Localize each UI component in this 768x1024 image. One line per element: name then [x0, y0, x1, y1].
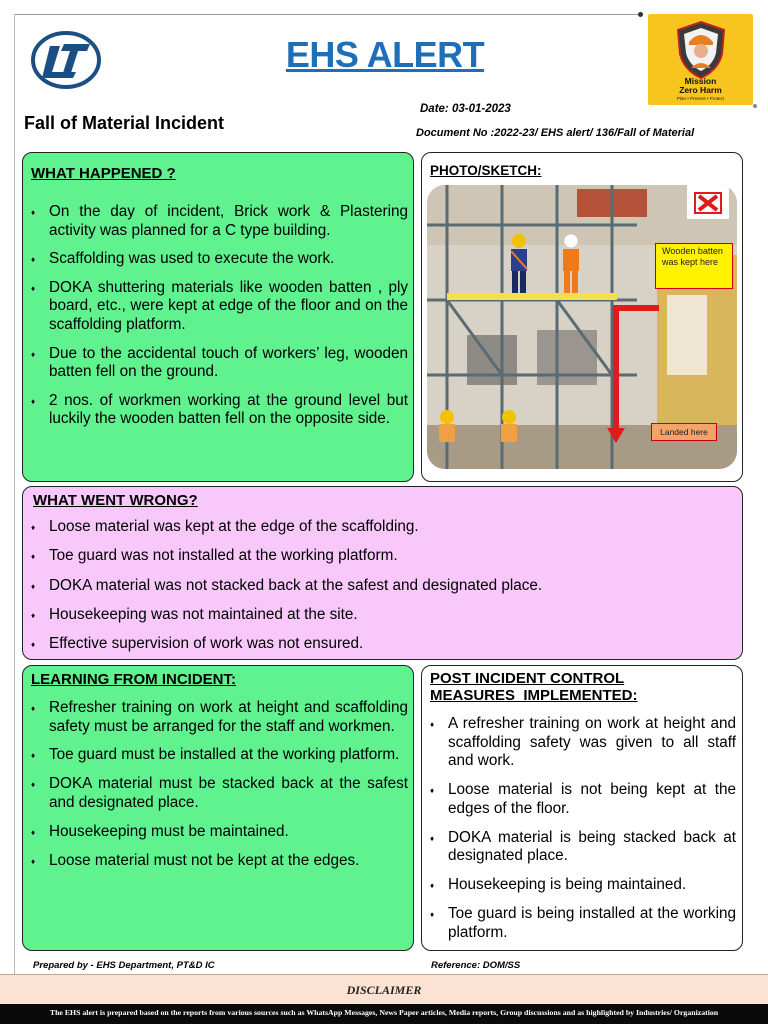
what-happened-panel [22, 152, 414, 482]
incident-photo [427, 185, 737, 469]
control-measures-panel [421, 665, 743, 951]
list-item: ♦ Toe guard was not installed at the working platform. [27, 547, 727, 566]
learning-list [27, 699, 408, 881]
callout-batten-kept [655, 243, 733, 289]
list-item: ♦ Refresher training on work at height and scaffolding safety must be arranged for the staff and workmen. [27, 699, 408, 736]
frame-dot [638, 12, 643, 17]
learning-heading: LEARNING FROM INCIDENT: [31, 671, 236, 688]
page-title: EHS ALERT [285, 34, 485, 75]
mission-zero-harm-badge [648, 14, 753, 105]
what-happened-heading: WHAT HAPPENED ? [31, 165, 176, 182]
frame-dot [753, 104, 757, 108]
callout-landed-here [651, 423, 717, 441]
photo-sketch-heading: PHOTO/SKETCH: [430, 163, 542, 178]
list-item: ♦ Loose material is not being kept at the edges of the floor. [426, 781, 736, 818]
list-item: ♦ On the day of incident, Brick work & Plastering activity was planned for a C type building. [27, 203, 408, 240]
prepared-by: Prepared by - EHS Department, PT&D IC [33, 960, 215, 971]
document-date: Date: 03-01-2023 [420, 103, 511, 115]
what-went-wrong-panel [22, 486, 743, 660]
callout-batten-kept-text: Wooden batten was kept here [662, 246, 723, 267]
list-item: ♦ Toe guard must be installed at the working platform. [27, 746, 408, 765]
control-measures-list [426, 715, 736, 951]
list-item: ♦ Scaffolding was used to execute the work. [27, 250, 408, 269]
control-heading-line-1: POST INCIDENT CONTROL [430, 670, 625, 687]
badge-tagline: Plan • Prevent • Protect [677, 96, 724, 101]
page-frame-top [14, 14, 640, 15]
list-item: ♦ 2 nos. of workmen working at the ground level but luckily the wooden batten fell on the opposite side. [27, 392, 408, 429]
badge-line-2: Zero Harm [679, 85, 722, 95]
disclaimer-label: DISCLAIMER [346, 983, 422, 997]
list-item: ♦ DOKA material was not stacked back at the safest and designated place. [27, 577, 727, 596]
control-heading-line-2: MEASURES IMPLEMENTED: [430, 687, 638, 704]
document-number: Document No :2022-23/ EHS alert/ 136/Fall of Material [416, 127, 695, 139]
footer-bar [0, 1004, 768, 1024]
list-item: ♦ DOKA material is being stacked back at designated place. [426, 829, 736, 866]
what-went-wrong-heading: WHAT WENT WRONG? [33, 492, 198, 509]
photo-sketch-panel [421, 152, 743, 482]
list-item: ♦ Housekeeping must be maintained. [27, 823, 408, 842]
list-item: ♦ A refresher training on work at height and scaffolding safety was given to all staff and work. [426, 715, 736, 771]
list-item: ♦ Loose material was kept at the edge of the scaffolding. [27, 518, 727, 537]
disclaimer-text: The EHS alert is prepared based on the reports from various sources such as WhatsApp Messages, News Paper articles, Media reports, Group discussions and as highlighted by Industries/ Organization [49, 1008, 719, 1017]
incident-title: Fall of Material Incident [24, 113, 225, 133]
reference: Reference: DOM/SS [431, 960, 521, 971]
company-logo [30, 30, 102, 90]
disclaimer-bar [0, 974, 768, 1004]
control-measures-heading [430, 670, 638, 704]
shield-icon [674, 20, 728, 80]
badge-line-1: Mission [684, 76, 717, 86]
list-item: ♦ Effective supervision of work was not ensured. [27, 635, 727, 654]
callout-landed-here-text: Landed here [660, 427, 708, 437]
what-went-wrong-list [27, 518, 727, 660]
page-frame-left [14, 14, 15, 974]
badge-title [648, 77, 753, 95]
list-item: ♦ Loose material must not be kept at the edges. [27, 852, 408, 871]
list-item: ♦ Housekeeping was not maintained at the site. [27, 606, 727, 625]
list-item: ♦ DOKA shuttering materials like wooden batten , ply board, etc., were kept at edge of the floor and on the scaffolding platform. [27, 279, 408, 335]
list-item: ♦ DOKA material must be stacked back at the safest and designated place. [27, 775, 408, 812]
list-item: ♦ Due to the accidental touch of workers’ leg, wooden batten fell on the ground. [27, 345, 408, 382]
learning-panel [22, 665, 414, 951]
list-item: ♦ Toe guard is being installed at the working platform. [426, 905, 736, 942]
list-item: ♦ Housekeeping is being maintained. [426, 876, 736, 895]
what-happened-list [27, 203, 408, 439]
